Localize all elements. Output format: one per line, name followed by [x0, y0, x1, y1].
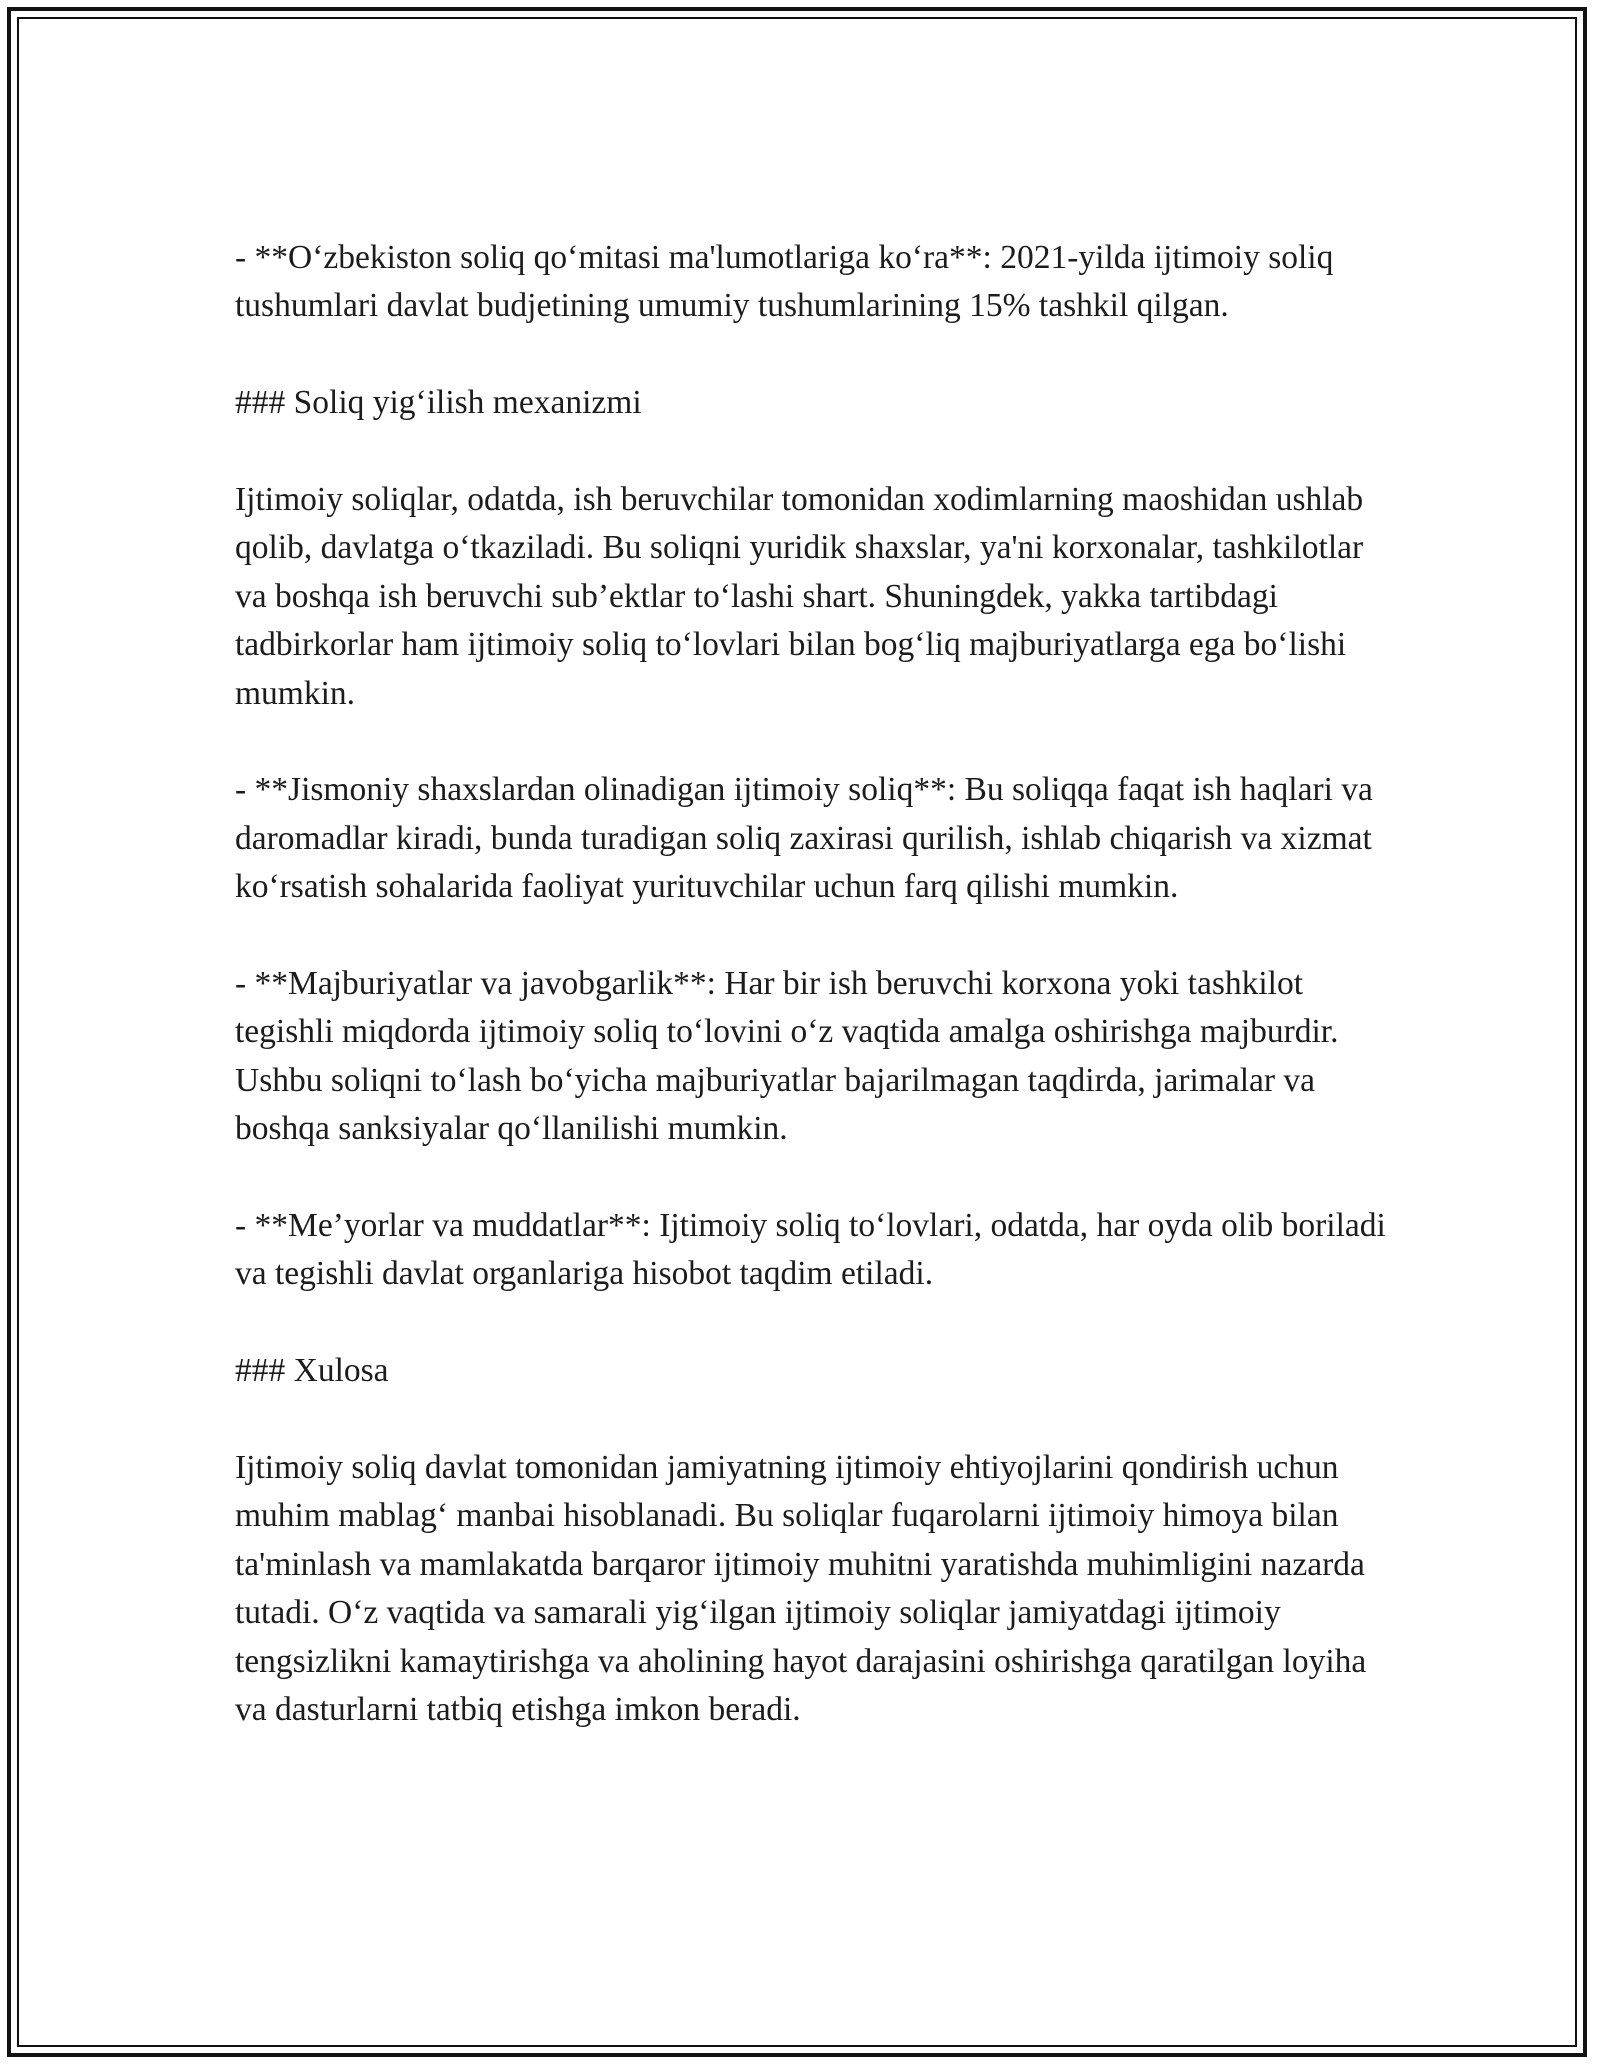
bullet-obligations-liability: - **Majburiyatlar va javobgarlik**: Har bir ish beruvchi korxona yoki tashkilot tegishli miqdorda ijtimoiy soliq to‘lovini o‘z vaqtida amalga oshirishga majburdir. Ushbu soliqni to‘lash bo‘yicha majburiyatlar bajarilmagan taqdirda, jarimalar va boshqa sanksiyalar qo‘llanilishi mumkin.	[235, 965, 1339, 1148]
bullet-individual-social-tax: - **Jismoniy shaxslardan olinadigan ijtimoiy soliq**: Bu soliqqa faqat ish haqlari va daromadlar kiradi, bunda turadigan soliq zaxirasi qurilish, ishlab chiqarish va xizmat ko‘rsatish sohalarida faoliyat yurituvchilar uchun farq qilishi mumkin.	[235, 771, 1373, 906]
bullet-norms-deadlines: - **Me’yorlar va muddatlar**: Ijtimoiy soliq to‘lovlari, odatda, har oyda olib boriladi va tegishli davlat organlariga hisobot taqdim etiladi.	[235, 1207, 1386, 1293]
paragraph-conclusion: Ijtimoiy soliq davlat tomonidan jamiyatning ijtimoiy ehtiyojlarini qondirish uchun muhim mablag‘ manbai hisoblanadi. Bu soliqlar fuqarolarni ijtimoiy himoya bilan ta'minlash va mamlakatda barqaror ijtimoiy muhitni yaratishda muhimligini nazarda tutadi. O‘z vaqtida va samarali yig‘ilgan ijtimoiy soliqlar jamiyatdagi ijtimoiy tengsizlikni kamaytirishga va aholining hayot darajasini oshirishga qaratilgan loyiha va dasturlarni tatbiq etishga imkon beradi.	[235, 1449, 1367, 1729]
heading-collection-mechanism: ### Soliq yig‘ilish mexanizmi	[235, 384, 642, 422]
bullet-tax-committee-data: - **O‘zbekiston soliq qo‘mitasi ma'lumotlariga ko‘ra**: 2021-yilda ijtimoiy soliq tushumlari davlat budjetining umumiy tushumlarining 15% tashkil qilgan.	[235, 239, 1334, 325]
paragraph-collection-mechanism: Ijtimoiy soliqlar, odatda, ish beruvchilar tomonidan xodimlarning maoshidan ushlab qolib, davlatga o‘tkaziladi. Bu soliqni yuridik shaxslar, ya'ni korxonalar, tashkilotlar va boshqa ish beruvchi sub’ektlar to‘lashi shart. Shuningdek, yakka tartibdagi tadbirkorlar ham ijtimoiy soliq to‘lovlari bilan bog‘liq majburiyatlarga ega bo‘lishi mumkin.	[235, 481, 1364, 712]
document-body	[235, 234, 1395, 1734]
heading-conclusion: ### Xulosa	[235, 1352, 389, 1390]
